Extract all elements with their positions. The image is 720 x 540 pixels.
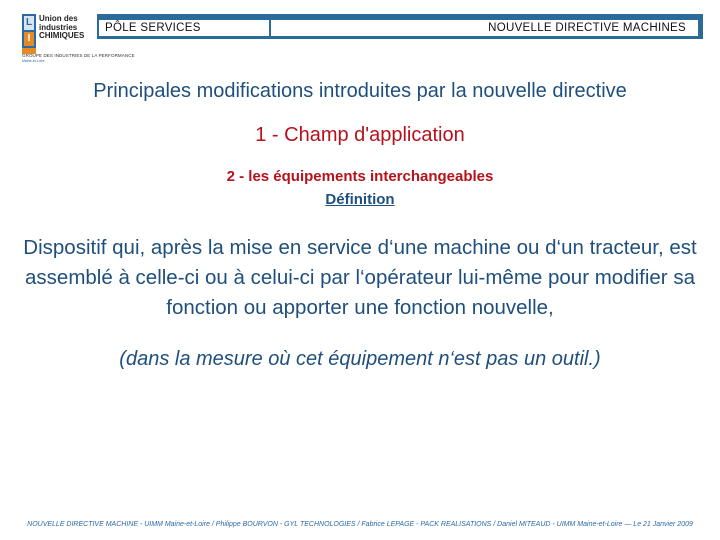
logo-text — [39, 15, 84, 41]
definition-label: Définition — [325, 191, 395, 208]
header-bar — [97, 14, 703, 39]
section-heading: 1 - Champ d'application — [255, 124, 465, 146]
logo-mark-icon — [22, 14, 36, 48]
organization-logo — [22, 14, 135, 63]
subsection-heading: 2 - les équipements interchangeables — [226, 168, 494, 185]
footer-credits: NOUVELLE DIRECTIVE MACHINE - UIMM Maine-et-Loire / Philippe BOURVON - GYL TECHNOLOGIES / Fabrice LEPAGE - PACK REALISATIONS / Daniel MITEAUD - UIMM Maine-et-Loire — Le 21 Janvier 2009 — [27, 521, 693, 528]
header-pole-label: PÔLE SERVICES — [99, 20, 269, 36]
definition-text: Dispositif qui, après la mise en service d‘une machine ou d‘un tracteur, est assemblé à celle-ci ou à celui-ci par l‘opérateur lui-même pour modifier sa fonction ou apporter une fonction nouvelle, — [23, 236, 697, 319]
logo-line-2: industries — [39, 22, 78, 32]
slide-title: Principales modifications introduites par la nouvelle directive — [93, 80, 627, 102]
logo-mark-bottom: I — [24, 32, 34, 46]
logo-mark-top: L — [25, 17, 33, 28]
logo-subtitle: GROUPE DES INDUSTRIES DE LA PERFORMANCE — [22, 53, 135, 58]
header-directive-label: NOUVELLE DIRECTIVE MACHINES — [271, 20, 698, 36]
definition-note: (dans la mesure où cet équipement n‘est pas un outil.) — [119, 348, 601, 370]
logo-subtitle-2: Maine-et-Loire — [22, 59, 45, 63]
logo-line-1: Union des — [39, 14, 78, 23]
logo-line-3: CHIMIQUES — [39, 31, 85, 40]
